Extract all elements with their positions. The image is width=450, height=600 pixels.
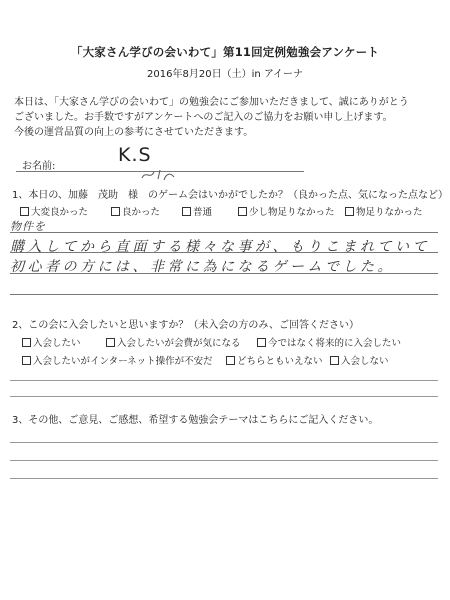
q2-option-join-internet-concern[interactable]: 入会したいがインターネット操作が不安だ [22, 353, 213, 367]
q1-option-slightly-lacking[interactable]: 少し物足りなかった [238, 204, 335, 218]
q2-option-undecided[interactable]: どちらともいえない [226, 353, 323, 367]
pen-scribble [140, 168, 180, 182]
checkbox-icon[interactable] [182, 207, 191, 216]
q1-option-average[interactable]: 普通 [182, 204, 212, 218]
question-1: 1、本日の、加藤 茂助 様 のゲーム会はいかがでしたか？（良かった点、気になった点など） [12, 190, 448, 201]
checkbox-icon[interactable] [20, 207, 29, 216]
checkbox-icon[interactable] [238, 207, 247, 216]
q2-option-join-fee-concern[interactable]: 入会したいが会費が気になる [106, 335, 241, 349]
checkbox-icon[interactable] [330, 356, 339, 365]
checkbox-icon[interactable] [257, 338, 266, 347]
checkbox-icon[interactable] [111, 207, 120, 216]
q3-answer-line [10, 478, 438, 479]
q1-handwritten-answer-line-1: 購入してから直面する様々な事が、もりこまれていて [10, 239, 430, 255]
checkbox-icon[interactable] [345, 207, 354, 216]
q2-answer-line [10, 396, 438, 397]
intro-text-line-1: 本日は、「大家さん学びの会いわて」の勉強会にご参加いただきまして、誠にありがとう [14, 97, 409, 108]
q1-handwritten-answer-prefix: 物件を [10, 220, 46, 233]
q3-answer-line [10, 442, 438, 443]
question-3: 3、その他、ご意見、ご感想、希望する勉強会テーマはこちらにご記入ください。 [12, 415, 379, 426]
survey-title: 「大家さん学びの会いわて」第11回定例勉強会アンケート [70, 45, 380, 59]
checkbox-icon[interactable] [226, 356, 235, 365]
question-2: 2、この会に入会したいと思いますか？（未入会の方のみ、ご回答ください） [12, 320, 359, 331]
q1-answer-line [10, 273, 438, 274]
q2-option-join[interactable]: 入会したい [22, 335, 81, 349]
q2-option-join-later[interactable]: 今ではなく将来的に入会したい [257, 335, 401, 349]
checkbox-icon[interactable] [106, 338, 115, 347]
intro-text-line-3: 今後の運営品質の向上の参考にさせていただきます。 [14, 127, 254, 138]
q3-answer-line [10, 460, 438, 461]
q1-answer-line [10, 252, 438, 253]
q1-option-very-good[interactable]: 大変良かった [20, 204, 88, 218]
name-label: お名前: [22, 161, 56, 172]
name-value[interactable]: K.S [118, 144, 152, 166]
checkbox-icon[interactable] [22, 338, 31, 347]
checkbox-icon[interactable] [22, 356, 31, 365]
q1-answer-line [10, 232, 438, 233]
q1-option-good[interactable]: 良かった [111, 204, 160, 218]
q2-answer-line [10, 380, 438, 381]
q2-option-not-join[interactable]: 入会しない [330, 353, 389, 367]
event-date: 2016年8月20日（土）in アイーナ [147, 69, 303, 80]
q1-option-lacking[interactable]: 物足りなかった [345, 204, 423, 218]
intro-text-line-2: ございました。お手数ですがアンケートへのご記入のご協力をお願い申し上げます。 [14, 112, 393, 123]
q1-answer-line [10, 294, 438, 295]
q1-handwritten-answer-line-2: 初心者の方には、非常に為になるゲームでした。 [10, 259, 395, 275]
